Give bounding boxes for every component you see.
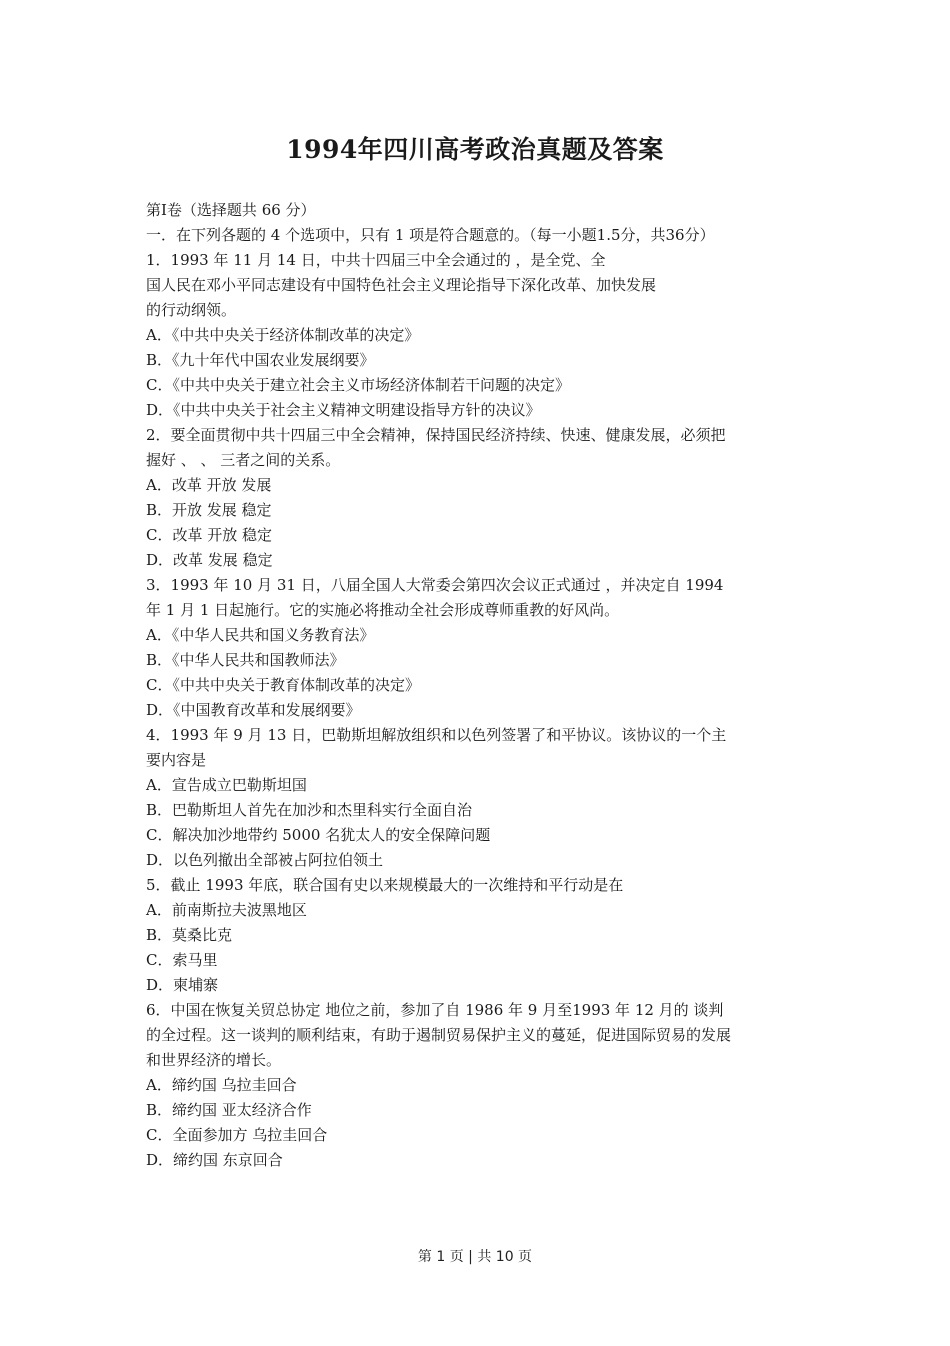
question-stem: 的行动纲领。 [146,301,237,319]
question-stem: 握好 、 、 三者之间的关系。 [146,451,341,469]
option-b: B．《中华人民共和国教师法》 [146,651,345,669]
option-a: A．《中华人民共和国义务教育法》 [146,626,375,644]
option-c: C．改革 开放 稳定 [146,526,273,544]
question [146,573,806,723]
option-d: D．以色列撤出全部被占阿拉伯领土 [146,851,384,869]
option-c: C．《中共中央关于教育体制改革的决定》 [146,676,420,694]
question [146,248,806,423]
question-stem: 年 1 月 1 日起施行。它的实施必将推动全社会形成尊师重教的好风尚。 [146,601,620,619]
question-stem: 4．1993 年 9 月 13 日，巴勒斯坦解放组织和以色列签署了和平协议。该协议的一个主 [146,726,727,744]
option-d: D．《中国教育改革和发展纲要》 [146,701,361,719]
option-b: B．《九十年代中国农业发展纲要》 [146,351,375,369]
page-title: 1994年四川高考政治真题及答案 [286,135,664,164]
option-a: A．《中共中央关于经济体制改革的决定》 [146,326,420,344]
question-stem: 国人民在邓小平同志建设有中国特色社会主义理论指导下深化改革、加快发展 [146,276,657,294]
question-stem: 6．中国在恢复关贸总协定 地位之前，参加了自 1986 年 9 月至1993 年 12 月的 谈判 [146,1001,724,1019]
option-a: A．宣告成立巴勒斯坦国 [146,776,307,794]
option-a: A．前南斯拉夫波黑地区 [146,901,307,919]
option-b: B．巴勒斯坦人首先在加沙和杰里科实行全面自治 [146,801,473,819]
option-a: A．改革 开放 发展 [146,476,272,494]
page-footer: 第 1 页 | 共 10 页 [417,1249,533,1265]
option-d: D．改革 发展 稳定 [146,551,273,569]
document-body [146,198,806,1173]
option-c: C．全面参加方 乌拉圭回合 [146,1126,328,1144]
question-stem: 5．截止 1993 年底，联合国有史以来规模最大的一次维持和平行动是在 [146,876,624,894]
question-stem: 要内容是 [146,751,207,769]
question [146,873,806,998]
option-c: C．解决加沙地带约 5000 名犹太人的安全保障问题 [146,826,491,844]
option-c: C．索马里 [146,951,218,969]
question-stem: 3．1993 年 10 月 31 日，八届全国人大常委会第四次会议正式通过 ，并决定自 1994 [146,576,724,594]
question-stem: 的全过程。这一谈判的顺利结束，有助于遏制贸易保护主义的蔓延，促进国际贸易的发展 [146,1026,732,1044]
option-b: B．缔约国 亚太经济合作 [146,1101,312,1119]
option-b: B．莫桑比克 [146,926,233,944]
question-stem: 1．1993 年 11 月 14 日，中共十四届三中全会通过的 ，是全党、全 [146,251,606,269]
option-a: A．缔约国 乌拉圭回合 [146,1076,297,1094]
option-d: D．缔约国 东京回合 [146,1151,283,1169]
question-stem: 2．要全面贯彻中共十四届三中全会精神，保持国民经济持续、快速、健康发展，必须把 [146,426,726,444]
question [146,423,806,573]
question [146,723,806,873]
question [146,998,806,1173]
option-b: B．开放 发展 稳定 [146,501,272,519]
option-c: C．《中共中央关于建立社会主义市场经济体制若干问题的决定》 [146,376,570,394]
section-header: 第Ⅰ卷（选择题共 66 分） [146,201,316,219]
question-stem: 和世界经济的增长。 [146,1051,282,1069]
option-d: D．柬埔寨 [146,976,219,994]
instruction-text: 一．在下列各题的 4 个选项中，只有 1 项是符合题意的。（每一小题1.5分，共36分） [146,226,715,244]
option-d: D．《中共中央关于社会主义精神文明建设指导方针的决议》 [146,401,541,419]
